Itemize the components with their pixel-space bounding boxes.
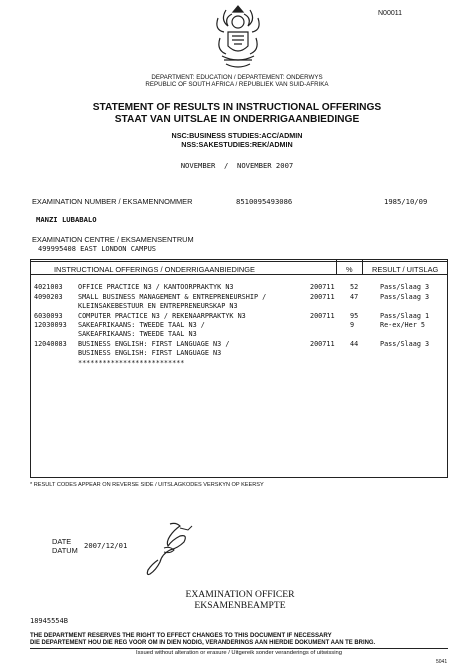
table-row-subject: COMPUTER PRACTICE N3 / REKENAARPRAKTYK N3 — [78, 312, 246, 320]
table-row-subject-continued: BUSINESS ENGLISH: FIRST LANGUAGE N3 — [78, 349, 222, 357]
table-row-result: Pass/Slaag 3 — [380, 340, 430, 348]
exam-number-label: EXAMINATION NUMBER / EKSAMENNOMMER — [32, 197, 193, 206]
program-line-2: NSS:SAKESTUDIES:REK/ADMIN — [181, 140, 293, 149]
exam-session: NOVEMBER / NOVEMBER 2007 — [180, 161, 294, 170]
table-row-subject-continued: KLEINSAKEBESTUUR EN ENTREPRENEURSKAP N3 — [78, 302, 238, 310]
table-row-subject: SAKEAFRIKAANS: TWEEDE TAAL N3 / — [78, 321, 205, 329]
table-top-rule-2 — [30, 261, 448, 262]
table-row-code: 6030093 — [34, 312, 63, 320]
column-header-result: RESULT / UITSLAG — [372, 265, 439, 274]
table-row-code: 4021003 — [34, 283, 63, 291]
issue-date: 2007/12/01 — [84, 541, 128, 550]
program-line-1: NSC:BUSINESS STUDIES:ACC/ADMIN — [171, 131, 303, 140]
table-row-result: Pass/Slaag 1 — [380, 312, 430, 320]
footer-rule — [30, 648, 448, 649]
officer-signature — [140, 520, 200, 580]
table-row-code: 12040083 — [34, 340, 67, 348]
table-row-session: 200711 — [310, 293, 335, 301]
candidate-name: MANZI LUBABALO — [36, 215, 97, 224]
table-row-subject: SMALL BUSINESS MANAGEMENT & ENTREPRENEURSHIP / — [78, 293, 267, 301]
table-row-percent: 44 — [350, 340, 359, 348]
birth-date: 1985/10/09 — [384, 197, 428, 206]
table-header-rule — [30, 274, 448, 275]
page-title-afrikaans: STAAT VAN UITSLAE IN ONDERRIGAANBIEDINGE — [114, 114, 360, 125]
table-col-divider-1 — [336, 259, 337, 275]
table-row-percent: 9 — [350, 321, 355, 329]
table-col-divider-2 — [362, 259, 363, 275]
result-codes-note: * RESULT CODES APPEAR ON REVERSE SIDE / UITSLAGKODES VERSKYN OP KEERSY — [30, 482, 264, 488]
table-row-code: 4090203 — [34, 293, 63, 301]
department-line-2: REPUBLIC OF SOUTH AFRICA / REPUBLIEK VAN SUID-AFRIKA — [145, 81, 329, 88]
officer-title-afrikaans: EKSAMENBEAMPTE — [194, 600, 286, 611]
footer-disclaimer-afrikaans: DIE DEPARTEMENT HOU DIE REG VOOR OM IN DIEN NODIG, VERANDERINGS AAN HIERDIE DOKUMENT AAN TE BRING. — [30, 640, 376, 646]
table-frame-left — [30, 259, 31, 478]
table-row-percent: 47 — [350, 293, 359, 301]
footer-disclaimer: THE DEPARTMENT RESERVES THE RIGHT TO EFFECT CHANGES TO THIS DOCUMENT IF NECESSARY — [30, 632, 332, 639]
table-row-subject: BUSINESS ENGLISH: FIRST LANGUAGE N3 / — [78, 340, 230, 348]
document-number: N00011 — [378, 10, 403, 17]
form-code: 5041 — [436, 659, 448, 665]
department-line-1: DEPARTMENT: EDUCATION / DEPARTEMENT: ONDERWYS — [151, 74, 323, 81]
page-title: STATEMENT OF RESULTS IN INSTRUCTIONAL OFFERINGS — [92, 102, 382, 113]
table-bottom-rule — [30, 477, 448, 478]
table-frame-right — [447, 259, 448, 478]
table-row-percent: 95 — [350, 312, 359, 320]
table-row-result: Pass/Slaag 3 — [380, 283, 430, 291]
exam-number: 8510095493086 — [236, 197, 293, 206]
officer-title: EXAMINATION OFFICER — [185, 589, 295, 600]
table-row-code: 12030093 — [34, 321, 67, 329]
date-label-afrikaans: DATUM — [52, 546, 78, 555]
table-row-session: 200711 — [310, 283, 335, 291]
footer-issued-note: Issued without alteration or erasure / Uitgereik sonder veranderings of uitwissing — [136, 650, 342, 656]
table-row-result: Pass/Slaag 3 — [380, 293, 430, 301]
table-row-result: Re-ex/Her 5 — [380, 321, 426, 329]
table-row-session: 200711 — [310, 340, 335, 348]
examination-centre: 499995408 EAST LONDON CAMPUS — [38, 245, 157, 253]
date-label: DATE — [52, 537, 72, 546]
column-header-percent: % — [346, 265, 353, 274]
column-header-offerings: INSTRUCTIONAL OFFERINGS / ONDERRIGAANBIEDINGE — [54, 265, 255, 274]
table-row-session: 200711 — [310, 312, 335, 320]
table-row-subject: OFFICE PRACTICE N3 / KANTOORPRAKTYK N3 — [78, 283, 234, 291]
table-row-subject-continued: SAKEAFRIKAANS: TWEEDE TAAL N3 — [78, 330, 197, 338]
table-row-percent: 52 — [350, 283, 359, 291]
table-end-marker: ************************** — [78, 359, 185, 367]
serial-number: 18945554B — [30, 617, 68, 625]
table-top-rule — [30, 259, 448, 260]
centre-label: EXAMINATION CENTRE / EKSAMENSENTRUM — [32, 235, 194, 244]
coat-of-arms-emblem — [206, 2, 270, 72]
